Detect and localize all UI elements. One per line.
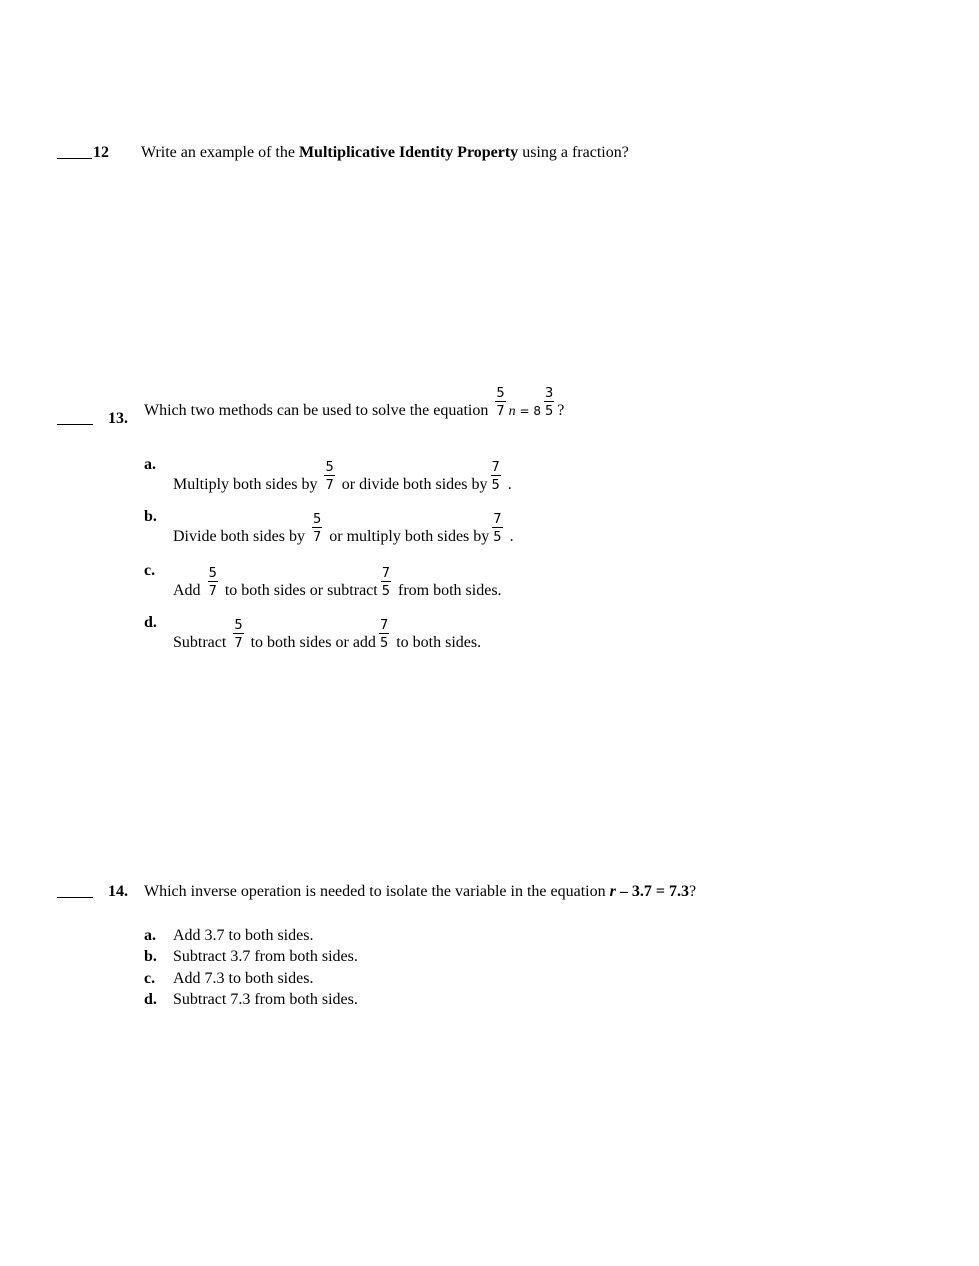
fraction — [233, 618, 243, 651]
option-text — [173, 566, 502, 600]
text: Subtract — [173, 634, 227, 651]
text: from both sides. — [398, 582, 502, 599]
option-text: Add 7.3 to both sides. — [173, 970, 314, 987]
numerator: 7 — [491, 460, 500, 475]
variable: n — [508, 404, 516, 419]
denominator: 5 — [381, 584, 390, 599]
option-letter: c. — [144, 562, 156, 579]
denominator: 5 — [544, 404, 554, 419]
question-13-text — [144, 386, 564, 420]
text: or multiply both sides by — [329, 528, 490, 545]
numerator: 7 — [381, 566, 390, 581]
fraction — [379, 618, 389, 651]
answer-blank-14[interactable] — [57, 883, 93, 903]
equation — [492, 386, 557, 419]
fraction — [381, 566, 391, 599]
question-number: 12 — [93, 144, 109, 161]
numerator: 3 — [544, 386, 554, 401]
text: to both sides or add — [250, 634, 376, 651]
denominator: 7 — [208, 584, 217, 599]
option-letter: b. — [144, 948, 157, 965]
fraction — [495, 386, 505, 419]
answer-blank-12[interactable] — [57, 144, 92, 164]
option-letter: c. — [144, 970, 156, 987]
denominator: 5 — [493, 530, 502, 545]
denominator: 7 — [496, 404, 505, 419]
denominator: 7 — [313, 530, 322, 545]
equation: – 3.7 = 7.3 — [615, 883, 689, 900]
text: Divide both sides by — [173, 528, 305, 545]
option-text — [173, 460, 512, 494]
question-number: 13. — [108, 410, 128, 427]
fraction — [312, 512, 322, 545]
text: using a fraction? — [518, 144, 629, 161]
text: to both sides or subtract — [224, 582, 378, 599]
denominator: 7 — [234, 636, 243, 651]
numerator: 5 — [325, 460, 334, 475]
text: . — [509, 528, 514, 545]
option-letter: a. — [144, 456, 156, 473]
option-letter: d. — [144, 614, 157, 631]
denominator: 5 — [379, 636, 389, 651]
option-text — [173, 618, 481, 652]
prompt: Which inverse operation is needed to isolate the variable in the equation — [144, 883, 610, 900]
numerator: 5 — [496, 386, 505, 401]
option-letter: a. — [144, 927, 156, 944]
rhs-whole: = 8 — [519, 404, 541, 418]
question-mark: ? — [688, 883, 697, 900]
text: Add — [173, 582, 201, 599]
text: . — [507, 476, 512, 493]
text: or divide both sides by — [341, 476, 488, 493]
option-letter: b. — [144, 508, 157, 525]
variable: r — [609, 883, 616, 900]
question-12-text — [141, 144, 629, 162]
bold-term: Multiplicative Identity Property — [298, 144, 519, 161]
question-14-text — [144, 883, 696, 901]
numerator: 5 — [313, 512, 322, 527]
text: Write an example of the — [141, 144, 299, 161]
option-text: Subtract 7.3 from both sides. — [173, 991, 358, 1008]
option-letter: d. — [144, 991, 157, 1008]
fraction — [544, 386, 554, 419]
answer-blank-13[interactable] — [57, 410, 93, 430]
denominator: 7 — [325, 478, 334, 493]
numerator: 7 — [379, 618, 389, 633]
question-number: 14. — [108, 883, 128, 900]
fraction — [208, 566, 218, 599]
numerator: 5 — [234, 618, 243, 633]
fraction — [491, 460, 501, 493]
numerator: 7 — [493, 512, 502, 527]
text: to both sides. — [396, 634, 482, 651]
prompt: Which two methods can be used to solve the equation — [144, 402, 489, 419]
option-text — [173, 512, 514, 546]
question-mark: ? — [557, 402, 565, 419]
fraction — [492, 512, 502, 545]
denominator: 5 — [491, 478, 500, 493]
numerator: 5 — [208, 566, 217, 581]
text: Multiply both sides by — [173, 476, 318, 493]
fraction — [324, 460, 334, 493]
option-text: Subtract 3.7 from both sides. — [173, 948, 358, 965]
option-text: Add 3.7 to both sides. — [173, 927, 314, 944]
